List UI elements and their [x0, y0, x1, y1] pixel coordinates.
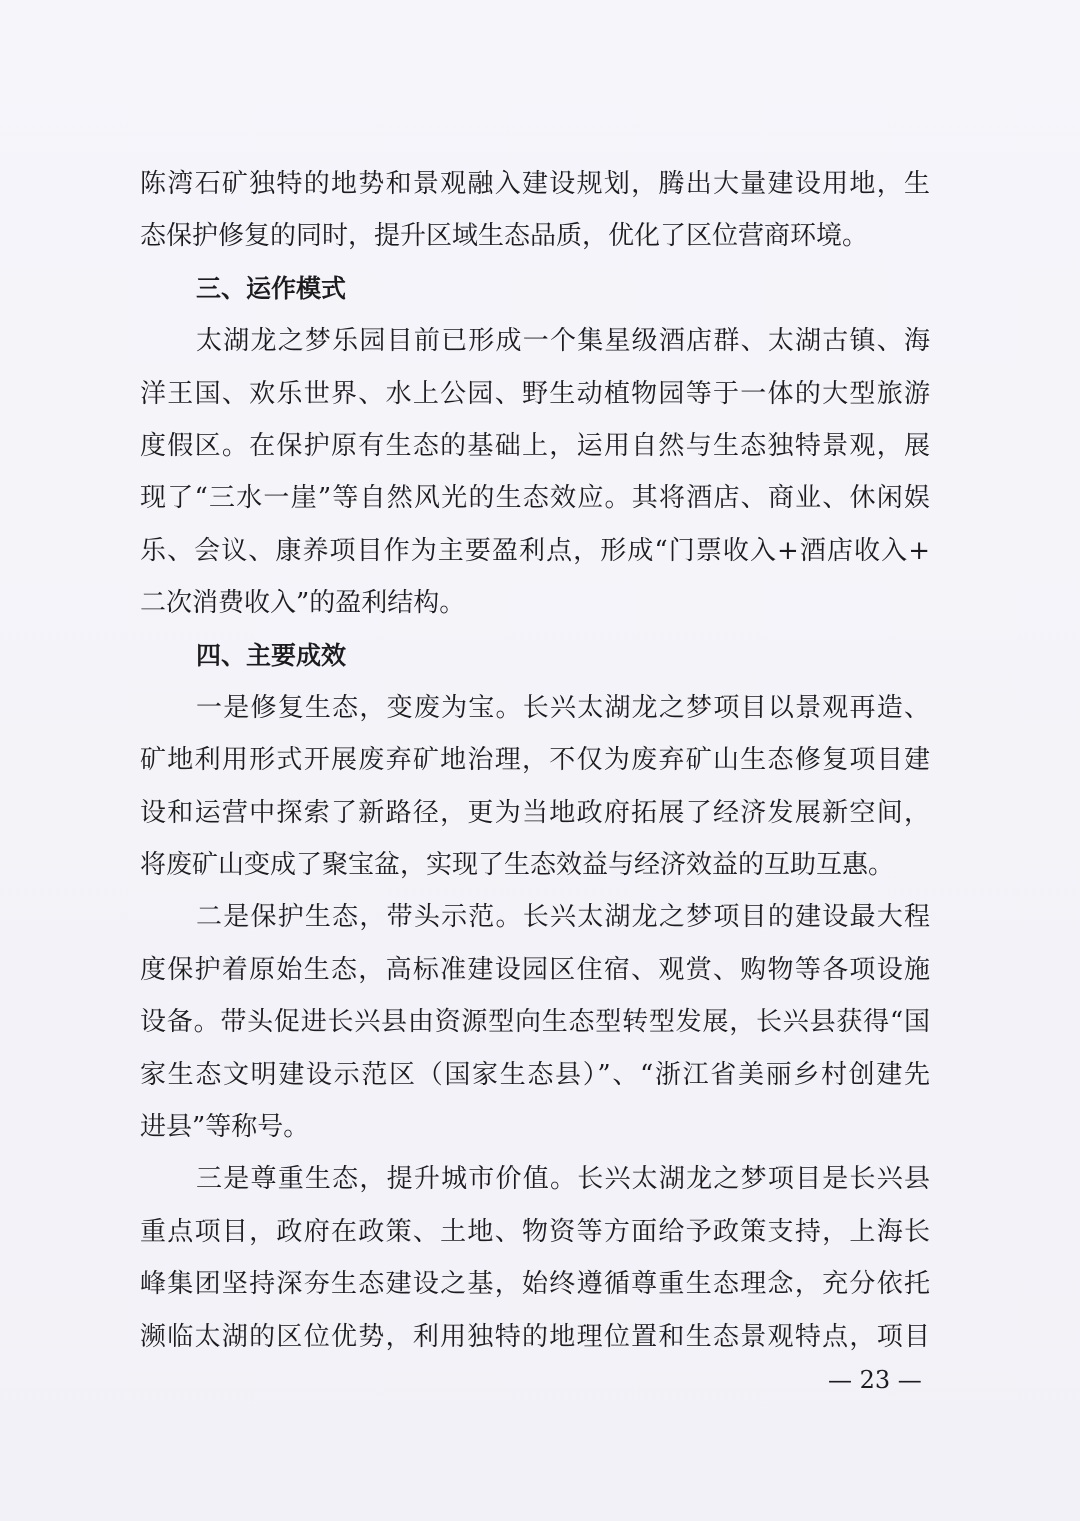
body-line: 三是尊重生态，提升城市价值。长兴太湖龙之梦项目是长兴县: [196, 1164, 930, 1195]
body-line: 太湖龙之梦乐园目前已形成一个集星级酒店群、太湖古镇、海: [196, 326, 930, 357]
body-line: 乐、会议、康养项目作为主要盈利点，形成“门票收入+酒店收入+: [140, 535, 930, 566]
body-line: 设和运营中探索了新路径，更为当地政府拓展了经济发展新空间，: [140, 797, 930, 828]
section-heading-operation-model: 三、运作模式: [196, 273, 347, 303]
page-number: — 23 —: [828, 1366, 922, 1394]
body-line: 陈湾石矿独特的地势和景观融入建设规划，腾出大量建设用地，生: [140, 169, 930, 199]
document-body: [140, 158, 930, 1363]
body-line: 二次消费收入”的盈利结构。: [140, 588, 466, 619]
section-heading-main-results: 四、主要成效: [196, 640, 347, 670]
body-line: 度保护着原始生态，高标准建设园区住宿、观赏、购物等各项设施: [140, 954, 930, 985]
body-line: 度假区。在保护原有生态的基础上，运用自然与生态独特景观，展: [140, 430, 930, 461]
body-line: 将废矿山变成了聚宝盆，实现了生态效益与经济效益的互助互惠。: [140, 850, 895, 881]
body-line: 濒临太湖的区位优势，利用独特的地理位置和生态景观特点，项目: [140, 1321, 930, 1352]
body-line: 二是保护生态，带头示范。长兴太湖龙之梦项目的建设最大程: [196, 902, 930, 933]
body-line: 家生态文明建设示范区（国家生态县）”、“浙江省美丽乡村创建先: [140, 1059, 930, 1090]
body-line: 洋王国、欢乐世界、水上公园、野生动植物园等于一体的大型旅游: [140, 378, 930, 409]
body-line: 一是修复生态，变废为宝。长兴太湖龙之梦项目以景观再造、: [196, 692, 930, 723]
body-line: 重点项目，政府在政策、土地、物资等方面给予政策支持，上海长: [140, 1216, 930, 1247]
body-line: 态保护修复的同时，提升区域生态品质，优化了区位营商环境。: [140, 221, 869, 252]
body-line: 矿地利用形式开展废弃矿地治理，不仅为废弃矿山生态修复项目建: [140, 745, 930, 776]
body-line: 进县”等称号。: [140, 1112, 310, 1143]
body-line: 峰集团坚持深夯生态建设之基，始终遵循尊重生态理念，充分依托: [140, 1269, 930, 1300]
body-line: 现了“三水一崖”等自然风光的生态效应。其将酒店、商业、休闲娱: [140, 483, 930, 514]
body-line: 设备。带头促进长兴县由资源型向生态型转型发展，长兴县获得“国: [140, 1007, 930, 1038]
